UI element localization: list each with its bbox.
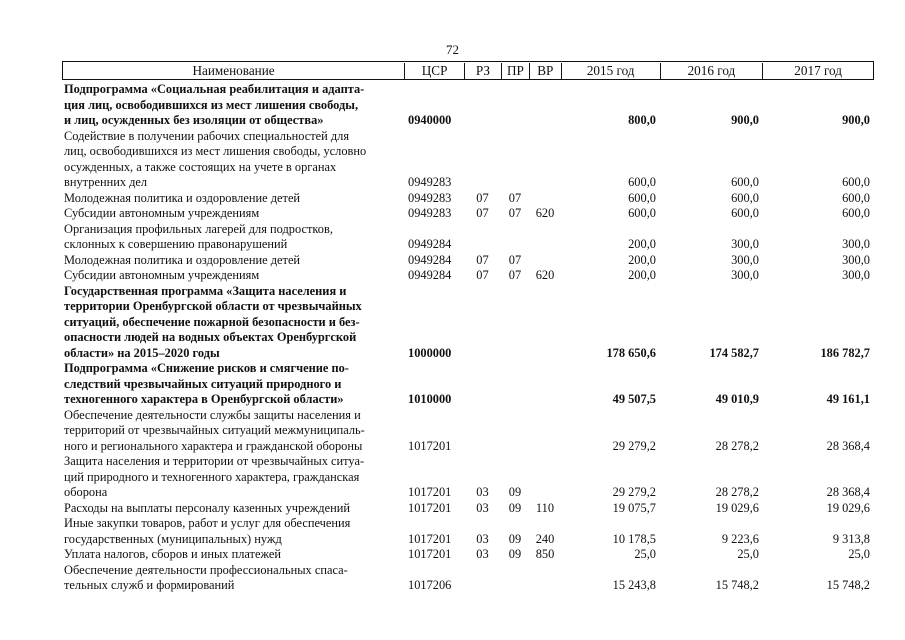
cell-2017: 300,0 xyxy=(842,237,870,251)
cell-2016: 25,0 xyxy=(737,547,759,561)
table-row xyxy=(62,454,874,501)
cell-csr: 0949284 xyxy=(408,237,452,251)
cell-2015: 178 650,6 xyxy=(606,345,656,360)
cell-csr: 1000000 xyxy=(408,345,452,360)
budget-table xyxy=(62,61,874,594)
cell-2016: 28 278,2 xyxy=(715,485,759,499)
cell-name: Содействие в получении рабочих специальностей для лиц, освободившихся из мест лишения свободы, условно осужденных, а также состоящих на учете в органах внутренних дел xyxy=(64,128,367,189)
table-row xyxy=(62,408,874,455)
cell-2015: 600,0 xyxy=(628,190,656,205)
cell-vr: 240 xyxy=(535,531,555,546)
cell-2017: 600,0 xyxy=(842,190,870,205)
cell-csr: 1010000 xyxy=(408,392,452,406)
cell-csr: 0949283 xyxy=(408,206,452,220)
header-pr: ПР xyxy=(501,63,529,79)
header-name: Наименование xyxy=(192,62,275,78)
page-number: 72 xyxy=(446,42,459,57)
cell-2016: 15 748,2 xyxy=(715,578,759,592)
cell-pr: 07 xyxy=(508,252,522,267)
cell-2017: 19 029,6 xyxy=(826,500,870,515)
cell-2016: 600,0 xyxy=(731,190,759,205)
cell-rz: 03 xyxy=(476,531,489,546)
cell-2016: 900,0 xyxy=(731,113,759,127)
cell-name: Организация профильных лагерей для подростков, склонных к совершению правонарушений xyxy=(64,221,333,251)
cell-csr: 0940000 xyxy=(408,113,452,127)
cell-2015: 600,0 xyxy=(628,206,656,220)
cell-2015: 200,0 xyxy=(628,268,656,282)
cell-2017: 49 161,1 xyxy=(826,392,870,406)
cell-2015: 19 075,7 xyxy=(612,500,656,515)
cell-name: Обеспечение деятельности профессиональных спаса- тельных служб и формирований xyxy=(64,562,348,592)
cell-name: Субсидии автономным учреждениям xyxy=(64,268,260,282)
cell-2016: 9 223,6 xyxy=(721,531,759,546)
cell-csr: 1017201 xyxy=(408,500,452,515)
cell-rz: 03 xyxy=(476,485,489,499)
cell-vr: 850 xyxy=(535,547,555,561)
cell-csr: 1017201 xyxy=(408,438,452,453)
cell-2015: 29 279,2 xyxy=(612,485,656,499)
cell-name: Молодежная политика и оздоровление детей xyxy=(64,190,301,205)
cell-2015: 25,0 xyxy=(634,547,656,561)
cell-vr: 620 xyxy=(535,206,555,220)
cell-vr: 620 xyxy=(535,268,555,282)
cell-2016: 28 278,2 xyxy=(715,438,759,453)
table-header xyxy=(62,61,874,80)
cell-2015: 10 178,5 xyxy=(612,531,656,546)
cell-2017: 28 368,4 xyxy=(826,485,870,499)
cell-name: Подпрограмма «Социальная реабилитация и адапта- ция лиц, освободившихся из мест лишения свободы, и лиц, осужденных без изоляции от общества» xyxy=(64,82,365,127)
cell-name: Молодежная политика и оздоровление детей xyxy=(64,252,301,267)
table-body xyxy=(62,80,874,594)
cell-2015: 200,0 xyxy=(628,237,656,251)
header-rz: РЗ xyxy=(464,63,501,79)
cell-name: Уплата налогов, сборов и иных платежей xyxy=(64,547,282,561)
cell-2017: 300,0 xyxy=(842,268,870,282)
cell-2016: 600,0 xyxy=(731,175,759,189)
cell-pr: 09 xyxy=(508,531,522,546)
table-row xyxy=(62,191,874,207)
table-row xyxy=(62,222,874,253)
header-2017: 2017 год xyxy=(762,63,873,79)
cell-pr: 09 xyxy=(508,547,522,561)
cell-2017: 186 782,7 xyxy=(820,345,870,360)
header-2016: 2016 год xyxy=(660,63,763,79)
cell-rz: 03 xyxy=(476,547,489,561)
cell-rz: 07 xyxy=(476,190,489,205)
table-row xyxy=(62,563,874,594)
cell-2017: 600,0 xyxy=(842,206,870,220)
cell-2015: 800,0 xyxy=(628,113,656,127)
table-row xyxy=(62,501,874,517)
table-row xyxy=(62,284,874,362)
cell-rz: 03 xyxy=(476,500,489,515)
cell-csr: 0949283 xyxy=(408,175,452,189)
header-vr: ВР xyxy=(529,63,561,79)
cell-csr: 1017206 xyxy=(408,578,452,592)
cell-2015: 200,0 xyxy=(628,252,656,267)
cell-2016: 300,0 xyxy=(731,252,759,267)
cell-2016: 600,0 xyxy=(731,206,759,220)
header-csr: ЦСР xyxy=(404,63,464,79)
table-row xyxy=(62,547,874,563)
cell-2016: 300,0 xyxy=(731,268,759,282)
cell-rz: 07 xyxy=(476,206,489,220)
cell-pr: 07 xyxy=(508,268,522,282)
cell-csr: 0949284 xyxy=(408,268,452,282)
cell-2017: 15 748,2 xyxy=(826,578,870,592)
cell-2016: 174 582,7 xyxy=(709,345,759,360)
table-row xyxy=(62,268,874,284)
cell-2017: 25,0 xyxy=(848,547,870,561)
cell-name: Подпрограмма «Снижение рисков и смягчение по- следствий чрезвычайных ситуаций природного и техногенного характера в Оренбургской области» xyxy=(64,361,349,406)
table-row xyxy=(62,82,874,129)
cell-2016: 19 029,6 xyxy=(715,500,759,515)
cell-2015: 15 243,8 xyxy=(612,578,656,592)
cell-pr: 07 xyxy=(508,206,522,220)
cell-2017: 28 368,4 xyxy=(826,438,870,453)
header-2015: 2015 год xyxy=(561,63,660,79)
cell-2015: 49 507,5 xyxy=(612,392,656,406)
cell-name: Расходы на выплаты персоналу казенных учреждений xyxy=(64,500,350,515)
cell-pr: 07 xyxy=(508,190,522,205)
cell-csr: 0949284 xyxy=(408,252,452,267)
table-row xyxy=(62,129,874,191)
table-row xyxy=(62,516,874,547)
cell-name: Субсидии автономным учреждениям xyxy=(64,206,260,220)
cell-2015: 600,0 xyxy=(628,175,656,189)
cell-csr: 1017201 xyxy=(408,547,452,561)
table-row xyxy=(62,206,874,222)
cell-2016: 49 010,9 xyxy=(715,392,759,406)
table-row xyxy=(62,361,874,408)
table-row xyxy=(62,253,874,269)
cell-name: Обеспечение деятельности службы защиты населения и территорий от чрезвычайных ситуаций межмуниципаль- ного и регионального характера и гражданской обороны xyxy=(64,407,365,453)
cell-2017: 9 313,8 xyxy=(832,531,870,546)
cell-csr: 1017201 xyxy=(408,485,452,499)
cell-2017: 300,0 xyxy=(842,252,870,267)
cell-rz: 07 xyxy=(476,252,489,267)
cell-pr: 09 xyxy=(508,500,522,515)
cell-2017: 600,0 xyxy=(842,175,870,189)
cell-name: Государственная программа «Защита населения и территории Оренбургской области от чрезвычайных ситуаций, обеспечение пожарной безопасности и без- опасности людей на водных объектах Оренбургской области» на 2015–2020 годы xyxy=(64,283,362,360)
cell-2016: 300,0 xyxy=(731,237,759,251)
cell-2015: 29 279,2 xyxy=(612,438,656,453)
cell-vr: 110 xyxy=(535,500,555,515)
cell-name: Иные закупки товаров, работ и услуг для обеспечения государственных (муниципальных) нужд xyxy=(64,516,351,546)
cell-2017: 900,0 xyxy=(842,113,870,127)
cell-csr: 1017201 xyxy=(408,531,452,546)
cell-csr: 0949283 xyxy=(408,190,452,205)
cell-rz: 07 xyxy=(476,268,489,282)
cell-name: Защита населения и территории от чрезвычайных ситуа- ций природного и техногенного характера, гражданская оборона xyxy=(64,454,365,499)
cell-pr: 09 xyxy=(508,485,522,499)
